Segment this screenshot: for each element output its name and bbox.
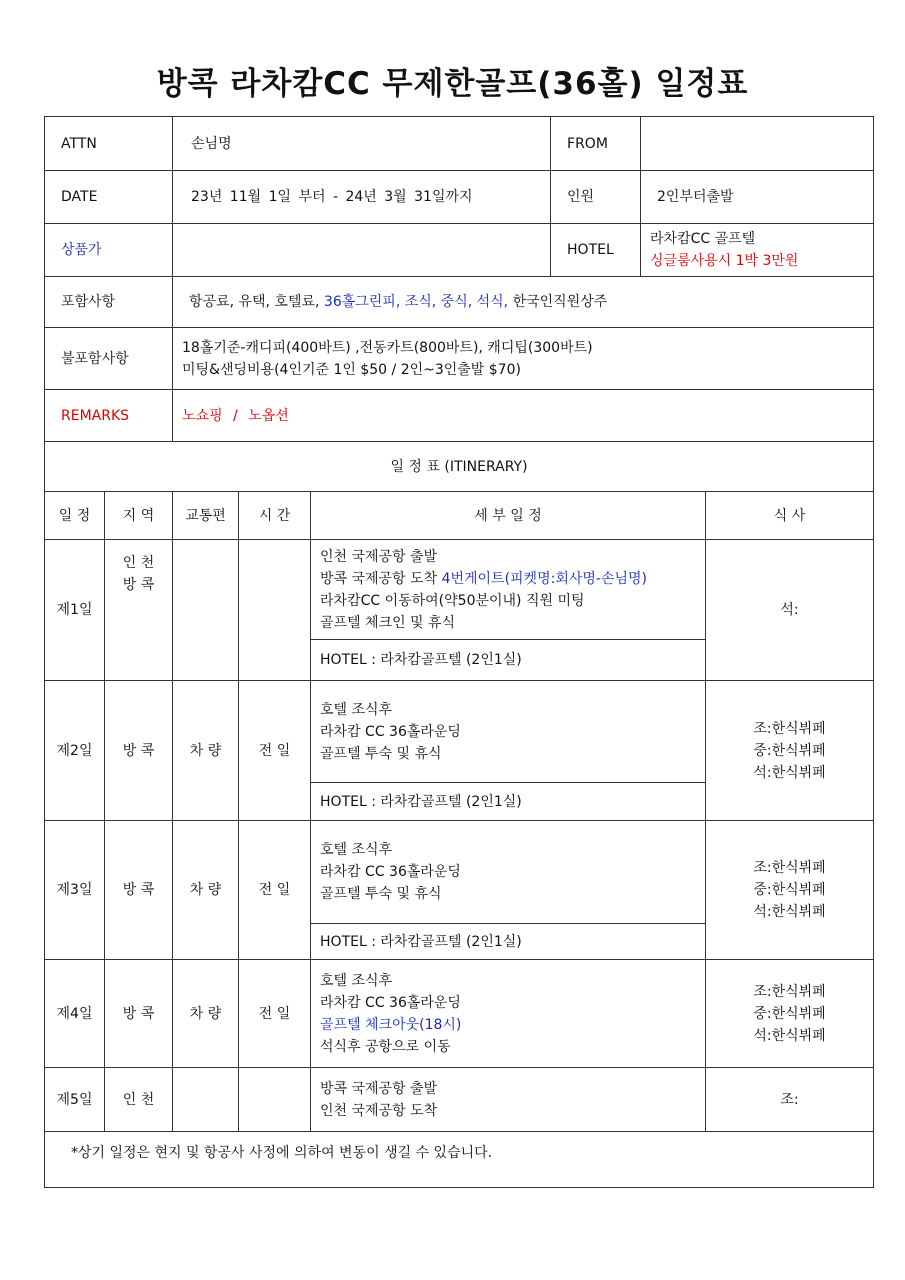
remarks-label: REMARKS	[45, 390, 173, 442]
day-2-detail	[311, 681, 706, 783]
day-3-detail-line: 라차캄 CC 36홀라운딩	[320, 864, 461, 880]
footnote: *상기 일정은 현지 및 항공사 사정에 의하여 변동이 생길 수 있습니다.	[45, 1132, 874, 1188]
day-4-meal-dinner: 석:한식뷔페	[753, 1027, 826, 1044]
hotel-info	[641, 224, 874, 277]
include-text-c: 한국인직원상주	[512, 294, 608, 310]
day-2-hotel: HOTEL : 라차캄골프텔 (2인1실)	[311, 783, 706, 821]
day-3-meal-dinner: 석:한식뷔페	[753, 904, 826, 920]
day-1-detail	[311, 540, 706, 640]
day-3-detail	[311, 821, 706, 924]
include-value	[173, 277, 874, 328]
day-2-meal-lunch: 중:한식뷔페	[753, 742, 826, 759]
day-1-arrival: 방콕 국제공항 도착	[320, 570, 438, 587]
day-2-detail-line: 골프텔 투숙 및 휴식	[320, 745, 442, 762]
exclude-line-1: 18홀기준-캐디피(400바트) ,전동카트(800바트), 캐디팁(300바트)	[182, 339, 593, 356]
day-5-detail-line: 인천 국제공항 도착	[320, 1102, 438, 1119]
day-1-detail-line: 인천 국제공항 출발	[320, 548, 438, 565]
day-3-detail-line: 호텔 조식후	[320, 842, 393, 858]
day-5-transport	[173, 1068, 239, 1132]
day-4-transport: 차 량	[173, 960, 239, 1068]
hotel-label: HOTEL	[551, 224, 641, 277]
day-4-detail-line: 호텔 조식후	[320, 972, 393, 989]
day-1-time	[239, 540, 311, 681]
day-2-region: 방 콕	[105, 681, 173, 821]
hotel-single-note: 싱글룸사용시 1박 3만원	[650, 253, 799, 269]
day-2-meal-breakfast: 조:한식뷔페	[753, 720, 826, 737]
page-title: 방콕 라차캄CC 무제한골프(36홀) 일정표	[156, 66, 749, 102]
day-2-label: 제2일	[45, 681, 105, 821]
day-3-hotel: HOTEL : 라차캄골프텔 (2인1실)	[311, 924, 706, 960]
day-4-region: 방 콕	[105, 960, 173, 1068]
day-3-meal	[706, 821, 874, 960]
col-region: 지 역	[105, 492, 173, 540]
date-value: 23년 11월 1일 부터 - 24년 3월 31일까지	[173, 171, 551, 224]
people-label: 인원	[551, 171, 641, 224]
include-label: 포함사항	[45, 277, 173, 328]
day-2-transport: 차 량	[173, 681, 239, 821]
price-label: 상품가	[45, 224, 173, 277]
day-3-transport: 차 량	[173, 821, 239, 960]
day-3-label: 제3일	[45, 821, 105, 960]
exclude-line-2: 미팅&샌딩비용(4인기준 1인 $50 / 2인~3인출발 $70)	[182, 361, 521, 378]
day-5-label: 제5일	[45, 1068, 105, 1132]
day-1-region-2: 방 콕	[122, 577, 155, 593]
day-5-meal: 조:	[706, 1068, 874, 1132]
day-2-detail-line: 라차캄 CC 36홀라운딩	[320, 723, 461, 740]
col-detail: 세 부 일 정	[311, 492, 706, 540]
day-4-detail-line: 라차캄 CC 36홀라운딩	[320, 994, 461, 1011]
day-3-region: 방 콕	[105, 821, 173, 960]
exclude-label: 불포함사항	[45, 328, 173, 390]
day-1-region-1: 인 천	[122, 555, 155, 571]
attn-label: ATTN	[45, 117, 173, 171]
day-4-detail	[311, 960, 706, 1068]
col-day: 일 정	[45, 492, 105, 540]
day-5-time	[239, 1068, 311, 1132]
col-time: 시 간	[239, 492, 311, 540]
day-2-detail-line: 호텔 조식후	[320, 701, 393, 718]
day-4-meal-lunch: 중:한식뷔페	[753, 1005, 826, 1022]
day-3-time: 전 일	[239, 821, 311, 960]
day-4-time: 전 일	[239, 960, 311, 1068]
day-1-gate-info: 4번게이트(피켓명:회사명-손님명)	[441, 570, 647, 587]
day-4-detail-line: 석식후 공항으로 이동	[320, 1038, 451, 1055]
day-1-transport	[173, 540, 239, 681]
day-1-detail-line: 라차캄CC 이동하여(약50분이내) 직원 미팅	[320, 592, 585, 609]
day-1-detail-line: 골프텔 체크인 및 휴식	[320, 614, 456, 631]
include-text-a: 항공료, 유택, 호텔료,	[189, 294, 320, 310]
day-4-meal	[706, 960, 874, 1068]
day-5-detail-line: 방콕 국제공항 출발	[320, 1080, 438, 1097]
day-5-detail	[311, 1068, 706, 1132]
day-1-label: 제1일	[45, 540, 105, 681]
price-value	[173, 224, 551, 277]
day-2-meal	[706, 681, 874, 821]
day-1-meal: 석:	[706, 540, 874, 681]
schedule-table	[44, 116, 874, 1188]
day-3-meal-breakfast: 조:한식뷔페	[753, 860, 826, 876]
day-3-meal-lunch: 중:한식뷔페	[753, 882, 826, 898]
col-meal: 식 사	[706, 492, 874, 540]
people-value: 2인부터출발	[641, 171, 874, 224]
itinerary-heading: 일 정 표 (ITINERARY)	[45, 442, 874, 492]
day-4-meal-breakfast: 조:한식뷔페	[753, 983, 826, 1000]
day-1-detail-line	[320, 568, 699, 590]
attn-value: 손님명	[173, 117, 551, 171]
day-1-region	[105, 540, 173, 681]
hotel-value: 라차캄CC 골프텔	[650, 231, 756, 247]
day-2-meal-dinner: 석:한식뷔페	[753, 764, 826, 781]
date-label: DATE	[45, 171, 173, 224]
col-transport: 교통편	[173, 492, 239, 540]
from-value	[641, 117, 874, 171]
day-1-hotel: HOTEL : 라차캄골프텔 (2인1실)	[311, 640, 706, 681]
day-4-label: 제4일	[45, 960, 105, 1068]
remarks-value: 노쇼핑 / 노옵션	[173, 390, 874, 442]
exclude-value	[173, 328, 874, 390]
day-4-checkout: 골프텔 체크아웃(18시)	[320, 1016, 462, 1033]
from-label: FROM	[551, 117, 641, 171]
include-text-b: 36홀그린피, 조식, 중식, 석식,	[323, 294, 509, 310]
day-3-detail-line: 골프텔 투숙 및 휴식	[320, 886, 442, 902]
day-2-time: 전 일	[239, 681, 311, 821]
day-5-region: 인 천	[105, 1068, 173, 1132]
